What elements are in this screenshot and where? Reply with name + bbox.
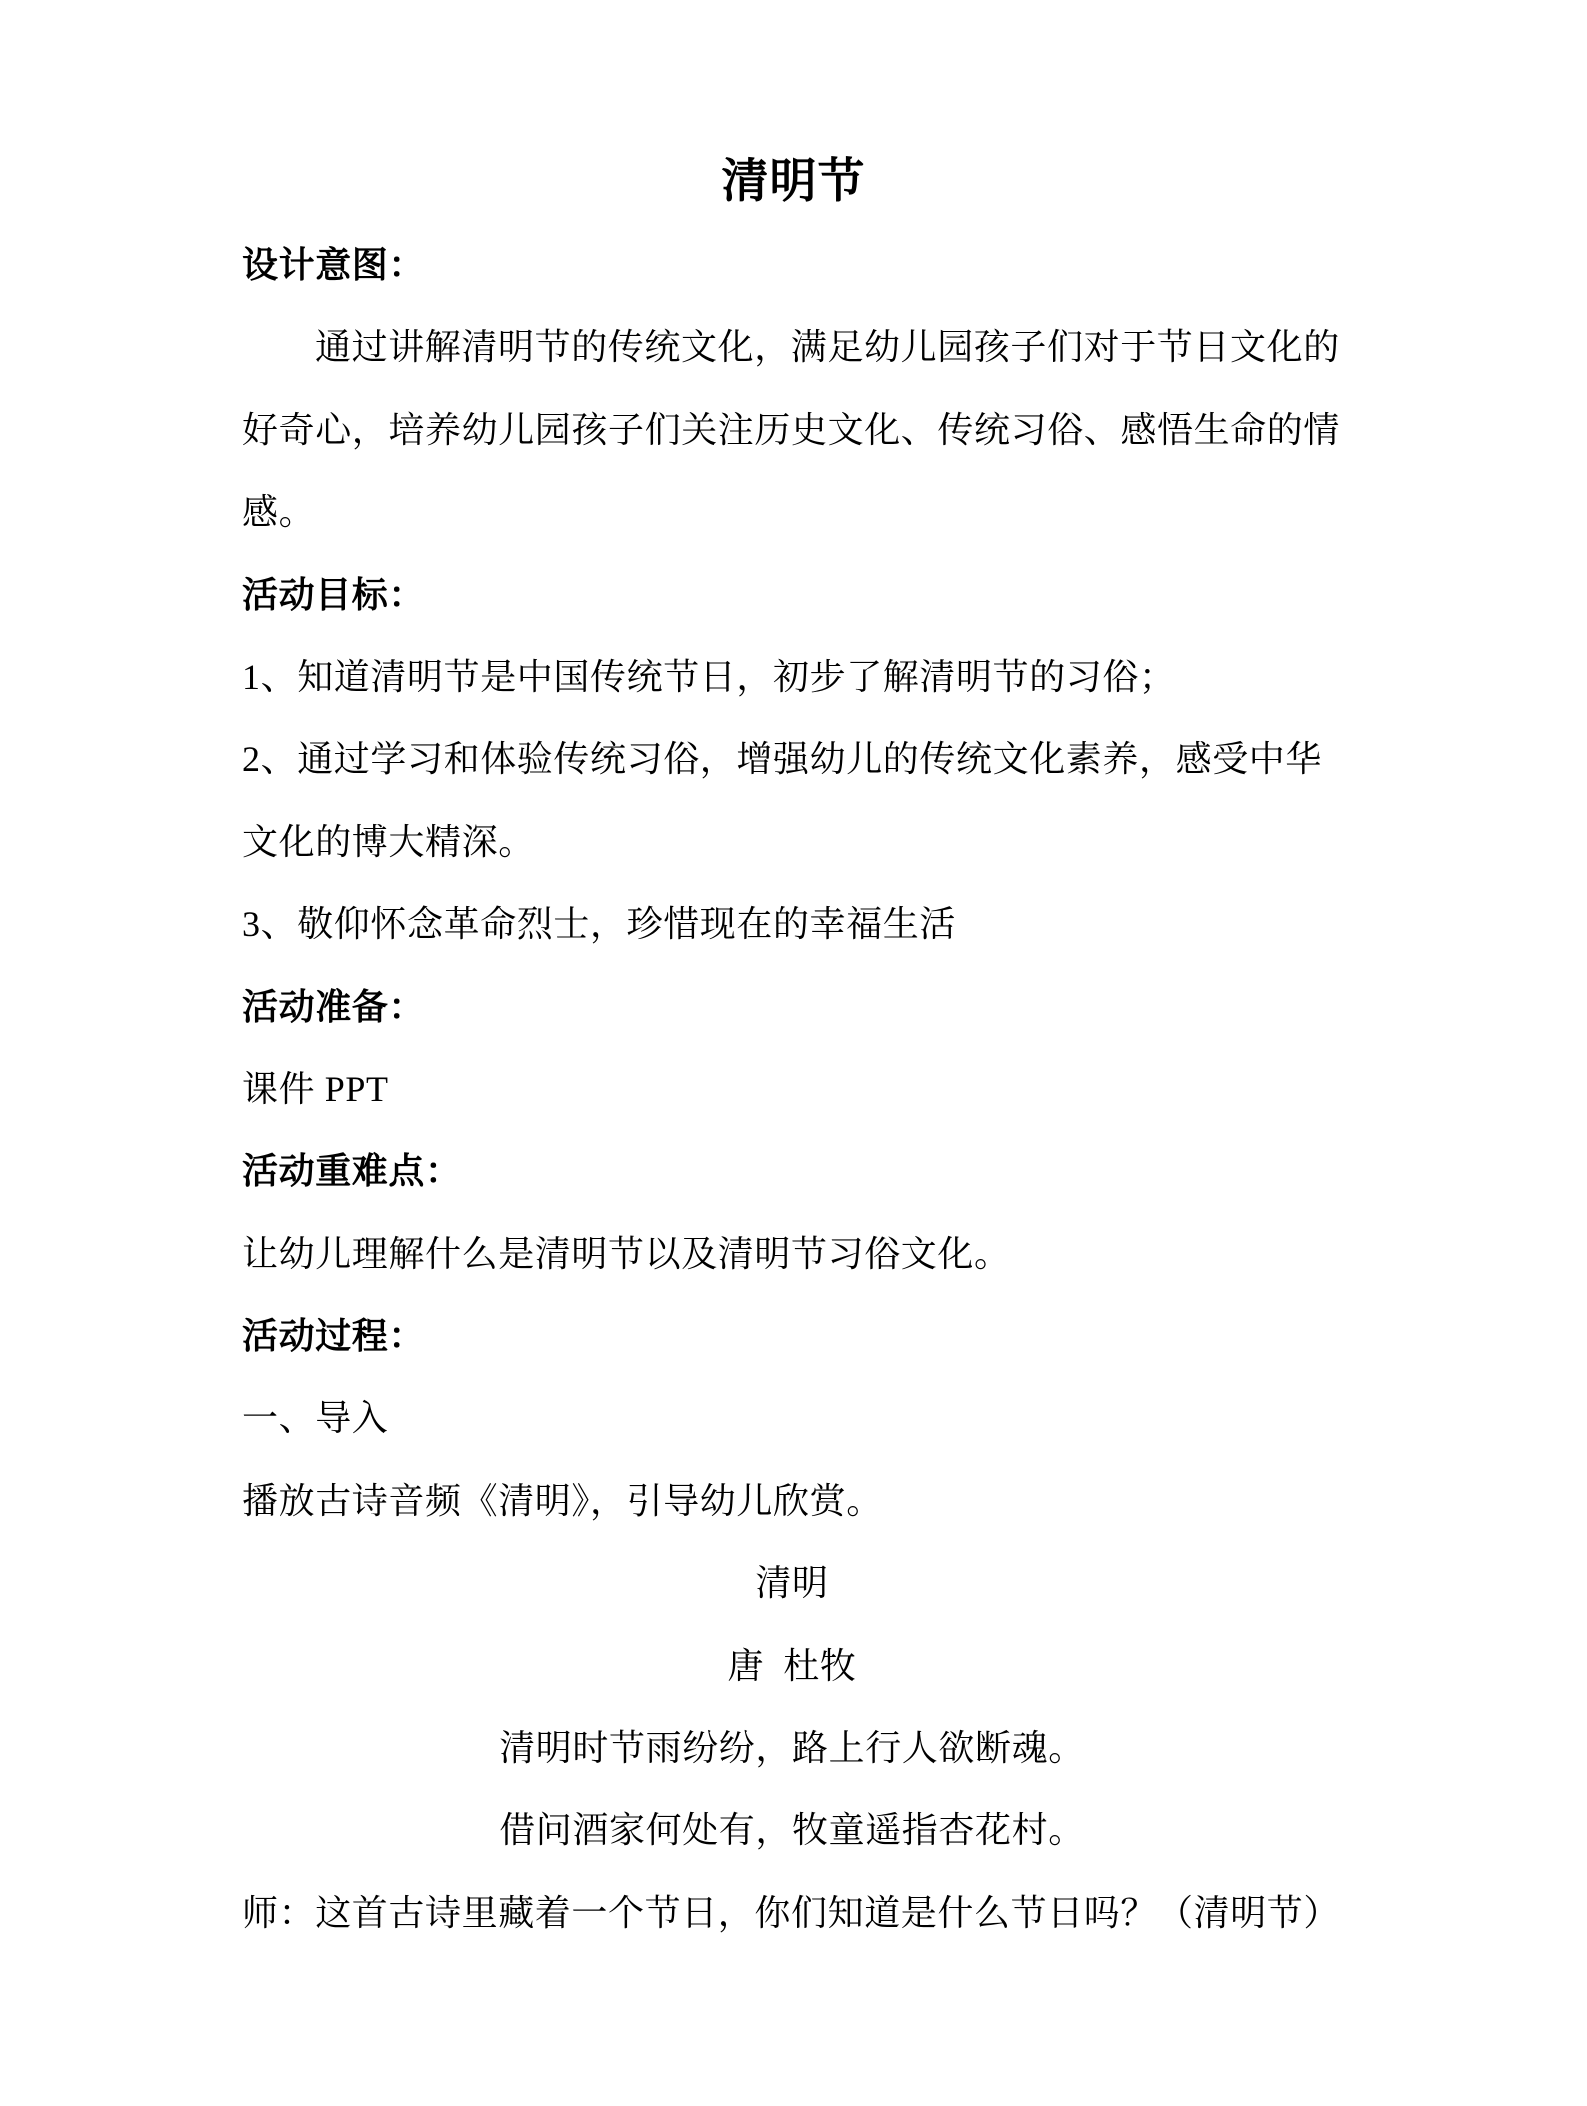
objective-item-3: 3、敬仰怀念革命烈士，珍惜现在的幸福生活 bbox=[242, 904, 957, 945]
poem-title: 清明 bbox=[755, 1563, 829, 1604]
document-body bbox=[242, 224, 1342, 1954]
section-heading-objectives: 活动目标： bbox=[242, 574, 426, 615]
objective-item-2-continued: 文化的博大精深。 bbox=[242, 821, 535, 862]
process-step-1-text: 播放古诗音频《清明》，引导幼儿欣赏。 bbox=[242, 1480, 883, 1521]
document-title: 清明节 bbox=[721, 156, 866, 208]
objective-item-1: 1、知道清明节是中国传统节日，初步了解清明节的习俗； bbox=[242, 656, 1176, 697]
process-step-1-title: 一、导入 bbox=[242, 1398, 389, 1439]
poem-line-2: 借问酒家何处有，牧童遥指杏花村。 bbox=[499, 1810, 1085, 1851]
key-points-text: 让幼儿理解什么是清明节以及清明节习俗文化。 bbox=[242, 1233, 1011, 1274]
section-heading-preparation: 活动准备： bbox=[242, 986, 426, 1027]
poem-author: 唐 杜牧 bbox=[727, 1645, 857, 1686]
preparation-item: 课件 PPT bbox=[242, 1068, 389, 1109]
teacher-dialogue: 师：这首古诗里藏着一个节日，你们知道是什么节日吗？（清明节） bbox=[242, 1892, 1341, 1933]
paragraph-line: 好奇心，培养幼儿园孩子们关注历史文化、传统习俗、感悟生命的情 bbox=[242, 409, 1341, 450]
section-heading-design-intent: 设计意图： bbox=[242, 245, 426, 285]
paragraph-line: 感。 bbox=[242, 492, 316, 533]
objective-item-2: 2、通过学习和体验传统习俗，增强幼儿的传统文化素养，感受中华 bbox=[242, 739, 1323, 780]
section-heading-process: 活动过程： bbox=[242, 1316, 426, 1357]
poem-line-1: 清明时节雨纷纷，路上行人欲断魂。 bbox=[499, 1728, 1085, 1769]
paragraph-line: 通过讲解清明节的传统文化，满足幼儿园孩子们对于节日文化的 bbox=[315, 327, 1340, 368]
section-heading-key-points: 活动重难点： bbox=[242, 1151, 462, 1192]
